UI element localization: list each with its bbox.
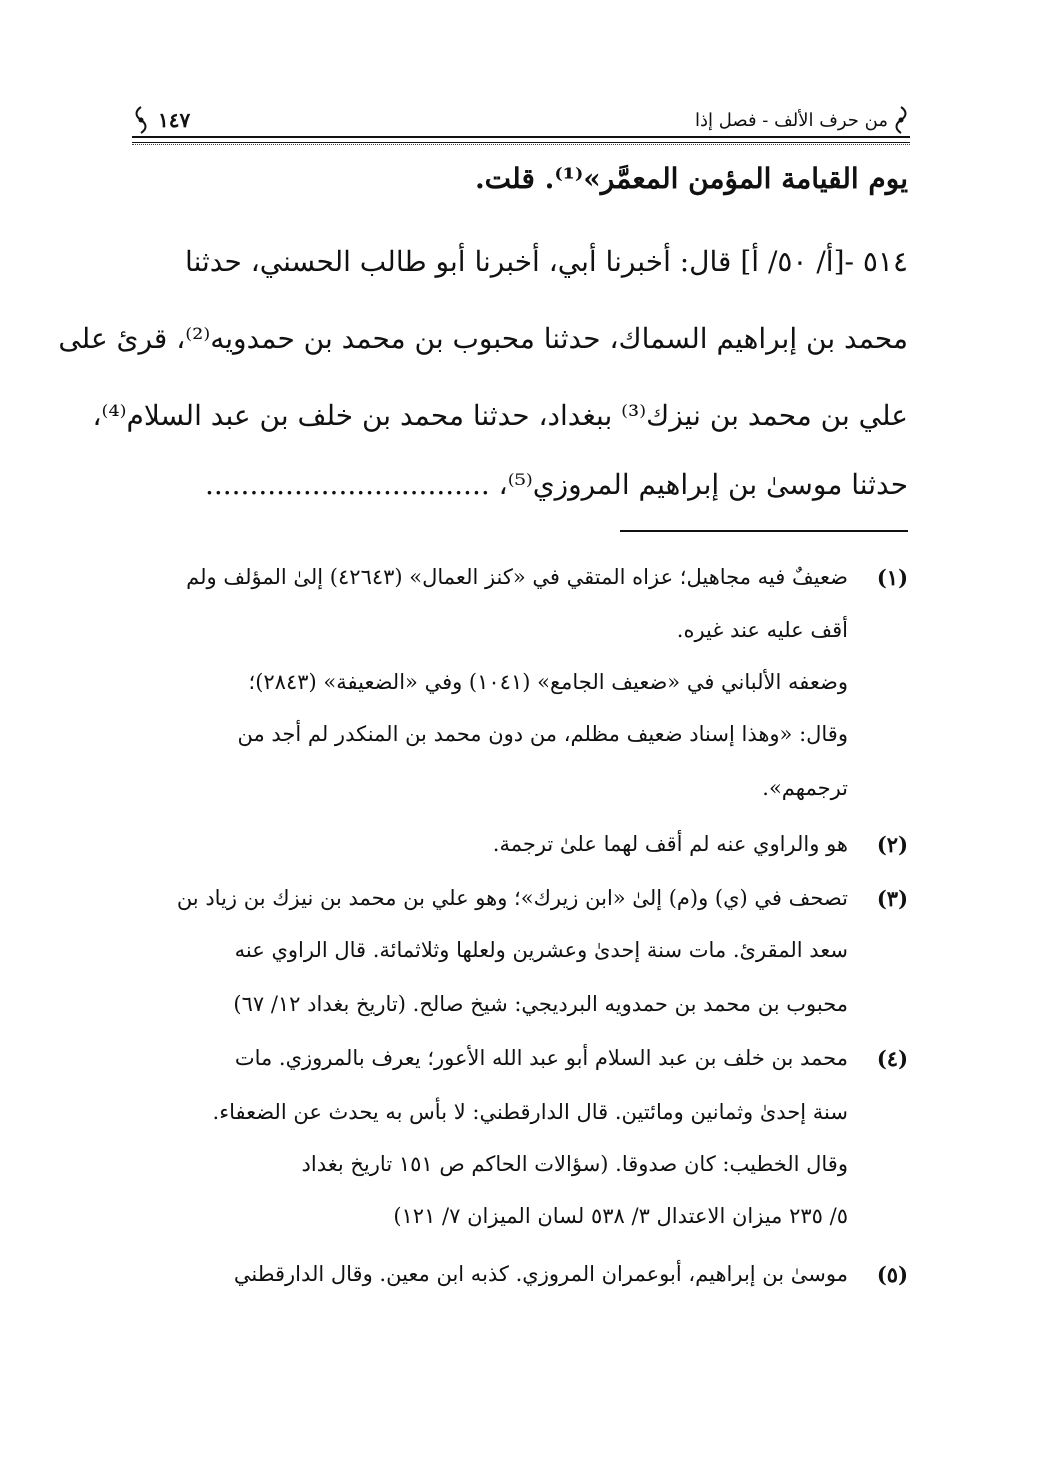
footnote-3-line-3: محبوب بن محمد بن حمدويه البرديجي: شيخ صالح. (تاريخ بغداد ١٢/ ٦٧) (233, 992, 848, 1016)
footnote-1-line-2: أقف عليه عند غيره. (676, 618, 848, 642)
footnote-4-line-1: محمد بن خلف بن عبد السلام أبو عبد الله الأعور؛ يعرف بالمروزي. مات (234, 1046, 848, 1070)
running-header (132, 100, 910, 150)
main-line-3: محمد بن إبراهيم السماك، حدثنا محبوب بن محمد بن حمدويه⁽²⁾، قرئ على (58, 322, 908, 355)
main-line-2: ٥١٤ -[أ/ ٥٠/ أ] قال: أخبرنا أبي، أخبرنا أبو طالب الحسني، حدثنا (185, 245, 908, 278)
main-text (58, 162, 908, 502)
footnote-5-line-1: موسىٰ بن إبراهيم، أبوعمران المروزي. كذبه ابن معين. وقال الدارقطني (233, 1262, 848, 1286)
page-number: ١٤٧ (158, 108, 191, 132)
footnote-3-line-2: سعد المقرئ. مات سنة إحدىٰ وعشرين ولعلها وثلاثمائة. قال الراوي عنه (234, 938, 848, 962)
footnote-1-line-4: وقال: «وهذا إسناد ضعيف مظلم، من دون محمد بن المنكدر لم أجد من (237, 722, 848, 746)
footnote-2-number: (٢) (876, 832, 908, 857)
footnote-3-line-1: تصحف في (ي) و(م) إلىٰ «ابن زيرك»؛ وهو علي بن محمد بن نيزك بن زياد بن (176, 886, 848, 910)
main-line-4: علي بن محمد بن نيزك⁽³⁾ ببغداد، حدثنا محمد بن خلف بن عبد السلام⁽⁴⁾، (92, 399, 908, 432)
footnote-4-line-2: سنة إحدىٰ وثمانين ومائتين. قال الدارقطني: لا بأس به يحدث عن الضعفاء. (212, 1100, 848, 1124)
footnote-5-number: (٥) (876, 1262, 908, 1287)
footnote-3-number: (٣) (876, 886, 908, 911)
ornament-left-icon (132, 106, 150, 134)
header-dotted-rule (132, 144, 910, 145)
footnote-4-line-4: ٥/ ٢٣٥ ميزان الاعتدال ٣/ ٥٣٨ لسان الميزان ٧/ ١٢١) (393, 1204, 848, 1228)
footnote-1-line-3: وضعفه الألباني في «ضعيف الجامع» (١٠٤١) وفي «الضعيفة» (٢٨٤٣)؛ (248, 670, 848, 694)
main-line-1: يوم القيامة المؤمن المعمَّر»⁽¹⁾. قلت. (474, 162, 908, 195)
footnote-4-line-3: وقال الخطيب: كان صدوقا. (سؤالات الحاكم ص ١٥١ تاريخ بغداد (301, 1152, 848, 1176)
header-rule (132, 136, 910, 143)
footnote-1-number: (١) (876, 565, 908, 590)
footnote-1-line-1: ضعيفٌ فيه مجاهيل؛ عزاه المتقي في «كنز العمال» (٤٢٦٤٣) إلىٰ المؤلف ولم (186, 565, 848, 589)
ornament-right-icon (892, 106, 910, 134)
header-title: من حرف الألف - فصل إذا (695, 110, 888, 131)
footnote-2-line-1: هو والراوي عنه لم أقف لهما علىٰ ترجمة. (492, 832, 848, 856)
footnote-4-number: (٤) (876, 1046, 908, 1071)
main-line-5: حدثنا موسىٰ بن إبراهيم المروزي⁽⁵⁾، ................................ (204, 468, 908, 501)
footnote-separator (620, 530, 908, 532)
footnote-1-line-5: ترجمهم». (762, 776, 848, 800)
